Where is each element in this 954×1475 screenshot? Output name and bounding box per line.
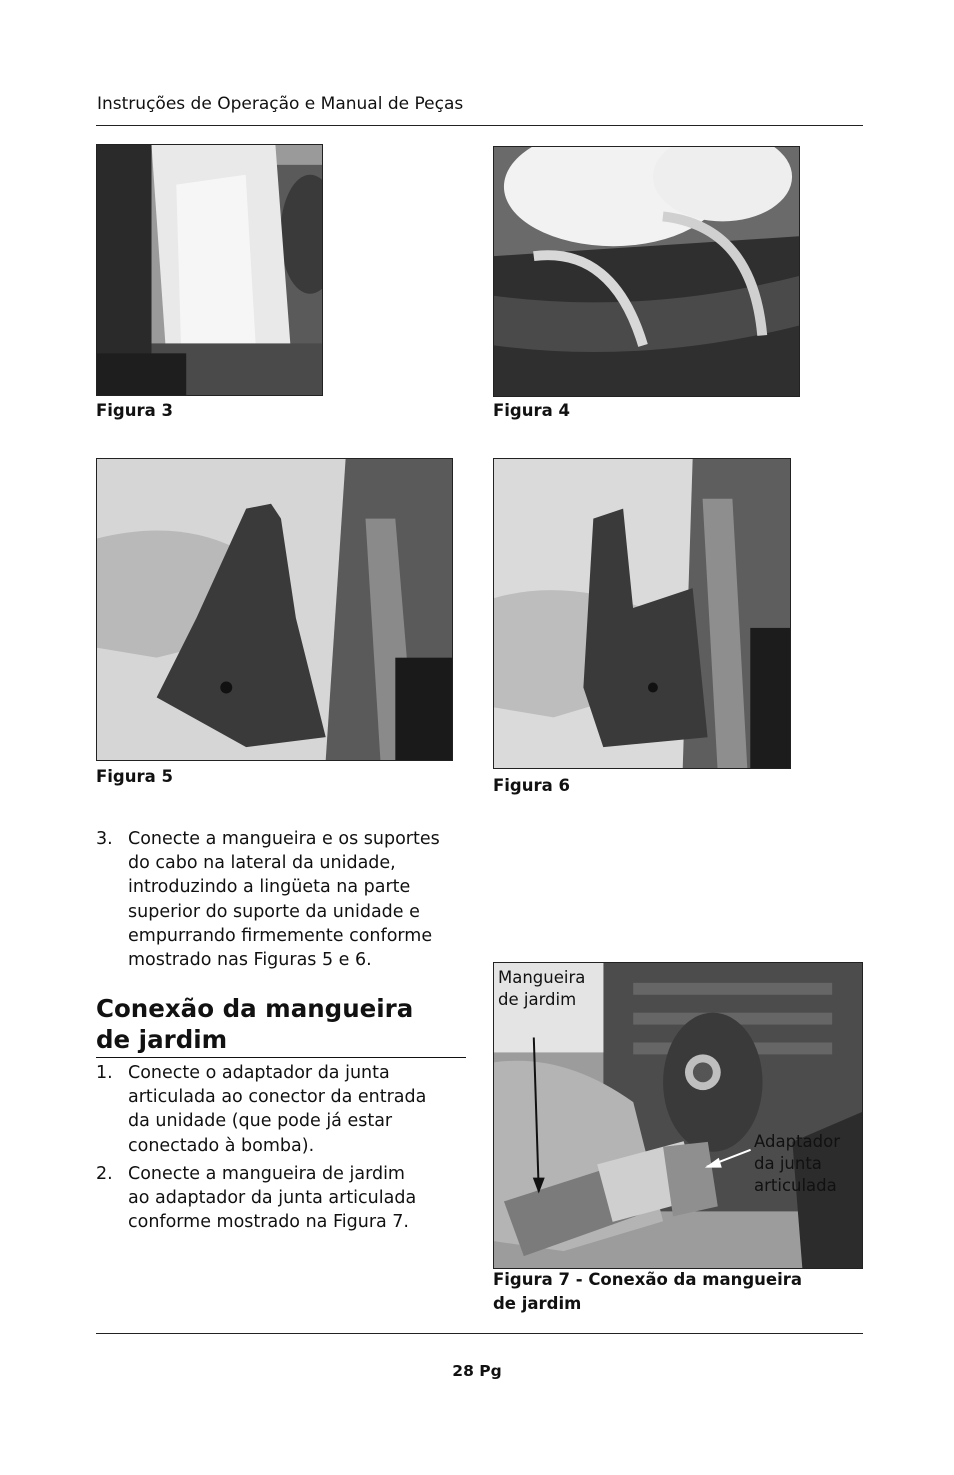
step-3-number: 3.	[96, 829, 113, 849]
section-heading-line: de jardim	[96, 1025, 228, 1054]
section-step-2	[96, 1162, 466, 1235]
figure-6-photo	[493, 458, 791, 769]
step-3-line: empurrando firmemente conforme	[128, 925, 433, 946]
section-heading-line: Conexão da mangueira	[96, 994, 414, 1023]
step-3-line: do cabo na lateral da unidade,	[128, 853, 396, 874]
figure-7-adapter-label-line: da junta	[754, 1154, 822, 1173]
figure-7-adapter-label-line: articulada	[754, 1176, 837, 1195]
section-step-1	[96, 1061, 466, 1158]
section-step-1-number: 1.	[96, 1063, 113, 1083]
figure-7-caption-line: Figura 7 - Conexão da mangueira	[493, 1270, 802, 1289]
figure-5-caption: Figura 5	[96, 767, 173, 786]
step-3-line: mostrado nas Figuras 5 e 6.	[128, 950, 372, 971]
section-heading	[96, 993, 466, 1055]
step-3-line: Conecte a mangueira e os suportes	[128, 829, 440, 849]
footer-rule	[96, 1333, 863, 1334]
section-step-1-line: da unidade (que pode já estar	[128, 1111, 393, 1132]
section-step-2-number: 2.	[96, 1164, 113, 1184]
step-3-line: introduzindo a lingüeta na parte	[128, 877, 411, 898]
page-header-title: Instruções de Operação e Manual de Peças	[97, 94, 464, 114]
figure-6-caption: Figura 6	[493, 776, 570, 795]
figure-5-photo	[96, 458, 453, 761]
figure-7-hose-label	[498, 967, 585, 1011]
section-heading-rule	[96, 1057, 466, 1058]
page-number: 28 Pg	[452, 1362, 502, 1380]
header-rule	[96, 125, 863, 126]
section-step-2-line: Conecte a mangueira de jardim	[128, 1164, 405, 1184]
section-step-2-line: ao adaptador da junta articulada	[128, 1188, 417, 1209]
figure-7-caption-line: de jardim	[493, 1294, 582, 1313]
figure-7-adapter-label-line: Adaptador	[754, 1132, 840, 1151]
figure-4-caption: Figura 4	[493, 401, 570, 420]
figure-3-photo	[96, 144, 323, 396]
figure-7-hose-label-line: Mangueira	[498, 968, 586, 987]
section-step-1-line: conectado à bomba).	[128, 1135, 315, 1156]
figure-7-caption	[493, 1268, 802, 1316]
figure-3-caption: Figura 3	[96, 401, 173, 420]
section-step-2-line: conforme mostrado na Figura 7.	[128, 1212, 409, 1233]
section-step-1-line: articulada ao conector da entrada	[128, 1087, 427, 1108]
figure-7-adapter-label	[754, 1131, 840, 1197]
figure-4-photo	[493, 146, 800, 397]
section-step-1-line: Conecte o adaptador da junta	[128, 1063, 390, 1083]
step-3	[96, 827, 466, 972]
figure-7-hose-label-line: de jardim	[498, 990, 577, 1009]
step-3-line: superior do suporte da unidade e	[128, 901, 420, 922]
